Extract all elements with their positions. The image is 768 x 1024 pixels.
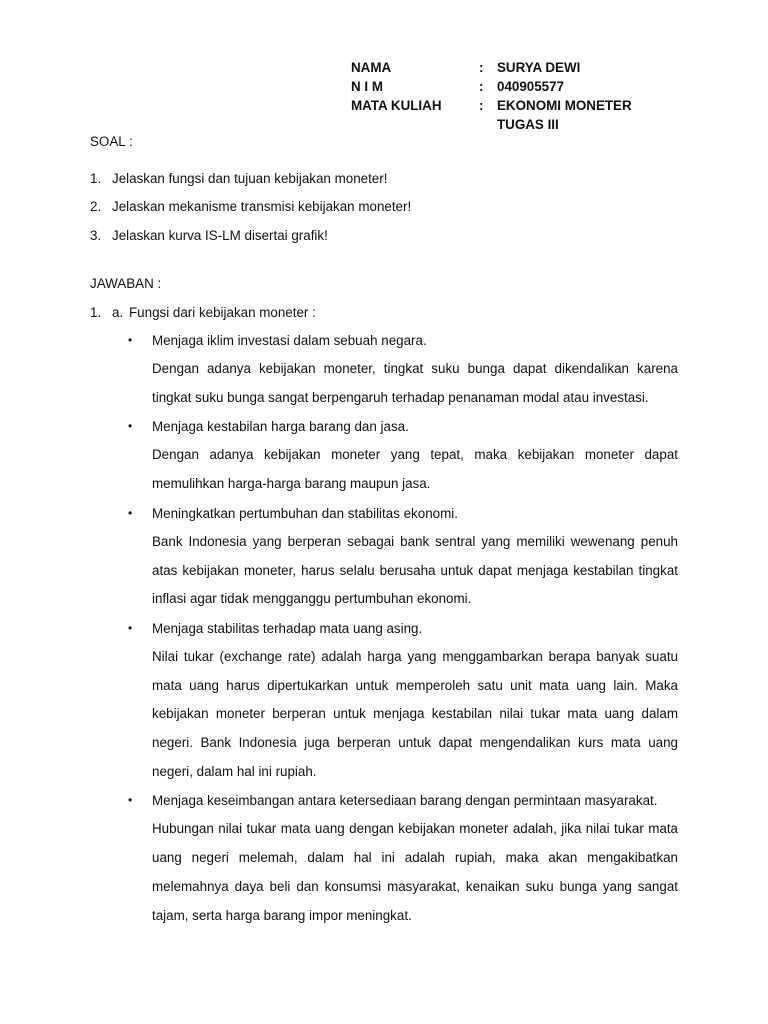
question-text: Jelaskan mekanisme transmisi kebijakan moneter! (112, 199, 412, 214)
bullet-icon: • (128, 505, 133, 520)
question-text: Jelaskan kurva IS-LM disertai grafik! (112, 228, 328, 243)
nim-value: 040905577 (497, 79, 565, 94)
jawaban-heading: JAWABAN : (90, 276, 162, 291)
answer-item-body: Dengan adanya kebijakan moneter, tingkat suku bunga dapat dikendalikan karena tingkat suku bunga sangat berpengaruh terhadap penanaman modal atau investasi. (152, 361, 678, 405)
name-value: SURYA DEWI (497, 60, 581, 75)
question-item (90, 199, 411, 214)
answer-list (128, 326, 678, 930)
question-item (90, 171, 387, 186)
answer-item (128, 786, 678, 930)
answer-number: 1. (90, 305, 102, 320)
answer-subtitle: Fungsi dari kebijakan moneter : (129, 305, 316, 320)
bullet-icon: • (128, 419, 133, 434)
answer-item-heading: Menjaga keseimbangan antara ketersediaan barang dengan permintaan masyarakat. (152, 793, 658, 809)
answer-item-body: Nilai tukar (exchange rate) adalah harga yang menggambarkan berapa banyak suatu mata uang harus dipertukarkan untuk memperoleh satu unit mata uang lain. Maka kebijakan moneter berperan untuk menjaga kestabilan nilai tukar mata uang dalam negeri. Bank Indonesia juga berperan untuk dapat mengendalikan kurs mata uang negeri, dalam hal ini rupiah. (152, 648, 678, 779)
answer-item-body: Dengan adanya kebijakan moneter yang tepat, maka kebijakan moneter dapat memulihkan harga-harga barang maupun jasa. (152, 447, 678, 492)
name-label: NAMA (351, 60, 392, 75)
answer-item (128, 326, 678, 412)
nim-label: N I M (351, 79, 383, 94)
question-item (90, 228, 328, 243)
course-label: MATA KULIAH (351, 98, 442, 113)
bullet-icon: • (128, 333, 133, 347)
answer-item-heading: Menjaga iklim investasi dalam sebuah negara. (152, 333, 427, 348)
question-number: 3. (90, 228, 102, 243)
bullet-icon: • (128, 620, 133, 635)
answer-subheading (90, 305, 316, 320)
answer-item (128, 614, 678, 787)
answer-item-heading: Meningkatkan pertumbuhan dan stabilitas ekonomi. (152, 505, 458, 521)
course-value: EKONOMI MONETER (497, 98, 632, 113)
answer-item-heading: Menjaga kestabilan harga barang dan jasa. (152, 419, 409, 435)
question-text: Jelaskan fungsi dan tujuan kebijakan moneter! (112, 171, 388, 186)
name-colon: : (479, 60, 484, 75)
answer-item (128, 412, 678, 498)
assignment-value: TUGAS III (497, 117, 559, 132)
nim-colon: : (479, 79, 484, 94)
course-colon: : (479, 98, 484, 113)
answer-item-body: Bank Indonesia yang berperan sebagai bank sentral yang memiliki wewenang penuh atas kebijakan moneter, harus selalu berusaha untuk dapat menjaga kestabilan tingkat inflasi agar tidak mengganggu pertumbuhan ekonomi. (152, 533, 678, 607)
question-number: 1. (90, 171, 102, 186)
answer-item-body: Hubungan nilai tukar mata uang dengan kebijakan moneter adalah, jika nilai tukar mata uang negeri melemah, dalam hal ini adalah rupiah, maka akan mengakibatkan melemahnya daya beli dan konsumsi masyarakat, kenaikan suku bunga yang sangat tajam, serta harga barang impor meningkat. (152, 821, 678, 923)
answer-item-heading: Menjaga stabilitas terhadap mata uang asing. (152, 620, 423, 636)
answer-letter: a. (112, 305, 124, 320)
bullet-icon: • (128, 793, 133, 808)
question-number: 2. (90, 199, 102, 214)
answer-item (128, 499, 678, 614)
soal-heading: SOAL : (90, 134, 133, 149)
